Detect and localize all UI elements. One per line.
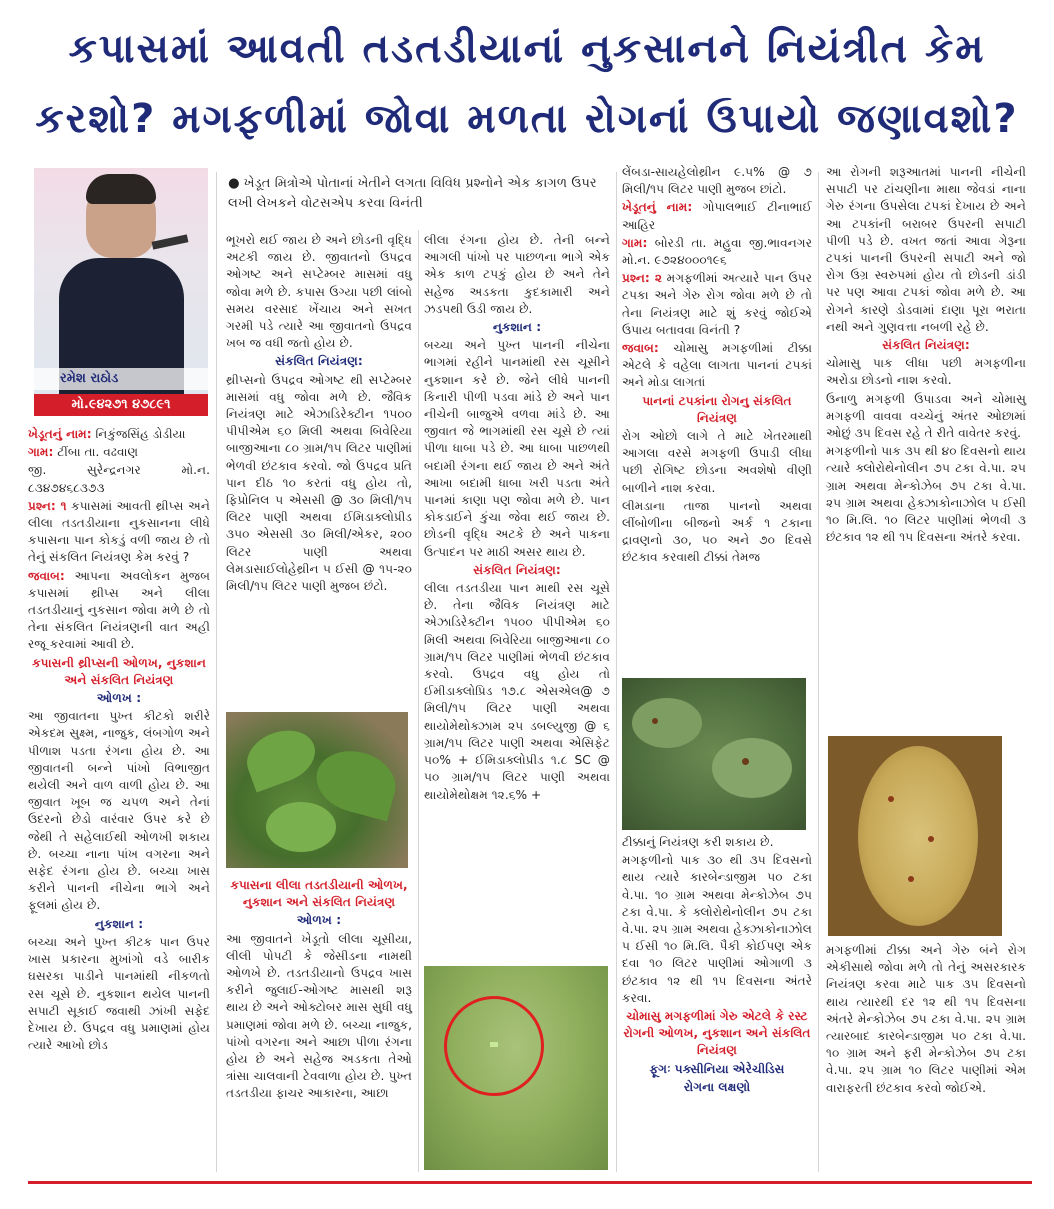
section-heading: કપાસની થ્રીપ્સની ઓળખ, નુકશાન અને સંકલિત નિયંત્રણ [32, 655, 206, 687]
question-label: પ્રશ્ન: ૨ [622, 271, 662, 286]
farmer-label: ખેડૂતનું નામ: [622, 200, 693, 215]
notice: ● ખેડૂત મિત્રોએ પોતાનાં ખેતીને લગતા વિવિધ પ્રશ્નોને એક કાગળ ઉપર લખી લેખકને વોટસએપ કરવા વિનંતી [228, 176, 597, 211]
rust-leaf-photo [828, 736, 1002, 936]
author-name: રમેશ રાઠોડ [34, 368, 208, 390]
subheading: નુકશાન : [492, 320, 542, 335]
question-text: મગફળીમાં અત્યારે પાન ઉપર ટપકા અને ગેરુ રોગ જોવા મળે છે તો તેના નિયંત્રણ માટે શું કરવું જોઈએ ઉપાય બતાવવા વિનંતી ? [622, 271, 813, 337]
village-label: ગામ: [622, 235, 648, 250]
section-heading: ચોમાસુ મગફળીમાં ગેરુ એટલે કે રસ્ટ રોગની ઓળખ, નુકશાન અને સંકલિત નિયંત્રણ [623, 1009, 811, 1058]
answer-label: જવાબ: [28, 568, 65, 583]
cotton-plant-photo [226, 712, 408, 868]
farmer-name: નિકુંજસિંહ ડોડીયા [95, 427, 186, 441]
column-3 [424, 232, 610, 805]
headline-line-1: કપાસમાં આવતી તડતડીયાનાં નુકસાનને નિયંત્રીત કેમ [68, 26, 986, 72]
column-divider [216, 172, 217, 1172]
paragraph: ચોમાસુ પાક લીધા પછી મગફળીના અરોડા છોડનો નાશ કરવો. [826, 356, 1026, 388]
subheading: ઓળખ : [96, 691, 142, 706]
leafhopper-leaf-photo [424, 966, 608, 1170]
paragraph: ઉનાળુ મગફળી ઉપાડવા અને ચોમાસુ મગફળી વાવવા વચ્ચેનું અંતર ઓછામાં ઓછું ૩૫ દિવસ રહે તે રીતે વાવેતર કરવું. [826, 391, 1026, 441]
subheading: નુકશાન : [94, 916, 144, 931]
paragraph: લીલા રંગના હોય છે. તેની બન્ને આગલી પાંખો પર પાછળના ભાગે એક એક કાળ ટપકું હોય છે અને તેને સહેજ અડકતા કુદકામારી અને ઝડપથી ઉડી જાય છે. [424, 233, 610, 316]
column-divider [616, 172, 617, 1172]
question-text: કપાસમાં આવતી થ્રીપ્સ અને લીલા તડતડીયાના નુકસાનના લીધે કપાસના પાન કોકડું વળી જાય છે તો તેનું સંકલિત નિયંત્રણ કેમ કરવું ? [28, 498, 210, 565]
column-divider [418, 230, 419, 1172]
question-label: પ્રશ્ન: ૧ [28, 498, 67, 513]
section-heading: સંકલિત નિયંત્રણ: [473, 562, 561, 577]
subheading: ફૂગઃ પક્સીનિયા એરેચીડિસ [649, 1061, 785, 1076]
paragraph: મગફળીનો પાક ૩૫ થી ૪૦ દિવસનો થાય ત્યારે ક્લોરોથેનોલીન ૭૫ ટકા વે.પા. ૨૫ ગ્રામ અથવા મેન્કોઝેબ ૭૫ ટકા વે.પા. ૨૫ ગ્રામ અથવા હેક્ઝાકોનાઝોલ ૫ ઈસી ૧૦ મિ.લિ. ૧૦ લિટર પાણીમાં ભેળવી ૩ છંટકાવ ૧૨ થી ૧૫ દિવસના અંતરે કરવા. [826, 444, 1026, 545]
column-2 [226, 232, 412, 596]
paragraph: બચ્ચા અને પુખ્ત પાનની નીચેના ભાગમાં રહીને પાનમાંથી રસ ચૂસીને નુકશાન કરે છે. જેને લીધે પાનની કિનારી પીળી પડવા માંડે છે અને પાન નીચેની બાજુએ વળવા માંડે છે. આ જીવાત જે ભાગમાંથી રસ ચૂસે છે ત્યાં પીળા ધાબા પડે છે. આ ધાબા પાછળથી બદામી રંગના થઈ જાય છે અને અંતે આખા બદામી ધાબા ખરી પડતા અંતે પાનમાં કાણા પણ જોવા મળે છે. પાન કોકડાઈને કુંચા જેવા થઈ જાય છે. છોડની વૃદ્ધિ અટકે છે અને પાકના ઉત્પાદન પર માઠી અસર થાય છે. [424, 338, 610, 559]
answer-text: આપના અવલોકન મુજબ કપાસમાં થ્રીપ્સ અને લીલા તડતડીયાનું નુકસાન જોવા મળે છે તો તેના સંકલિત નિયંત્રણની વાત અહી રજૂ કરવામાં આવી છે. [28, 568, 210, 652]
paragraph: ટીક્કાનું નિયંત્રણ કરી શકાય છે. [622, 835, 774, 849]
paragraph: લીલા તડતડીયા પાન માથી રસ ચૂસે છે. તેના જૈવિક નિયંત્રણ માટે એઝાડિરેક્ટીન ૧૫૦૦ પીપીએમ ૬૦ મિલી અથવા બિવેરિયા બાજીઆના ૮૦ ગ્રામ/૧૫ લિટર પાણીમાં ભેળવી છંટકાવ કરવો. ઉપદ્રવ વધુ હોય તો ઈમીડાક્લોપ્રિડ ૧૭.૮ એસએલ@ ૭ મિલી/૧૫ લિટર પાણી અથવા થાયોમેથોક્ઝામ ૨૫ ડબલ્યુજી @ ૬ ગ્રામ/૧૫ લિટર પાણી અથવા એસિફેટ ૫૦% + ઈમિડાક્લોપ્રીડ ૧.૮ SC @ ૫૦ ગ્રામ/૧૫ લિટર પાણી અથવા થાયોમેથોક્ષમ ૧૨.૬% + [424, 581, 610, 802]
farmer-name: ગોપાલભાઈ ટીનાભાઈ આહિર [622, 200, 812, 232]
paragraph: બચ્ચા અને પુખ્ત કીટક પાન ઉપર ખાસ પ્રકારના મુખાંગો વડે બારીક ઘસરકા પાડીને પાનમાંથી નીકળતો રસ ચૂસે છે. નુકશાન થયેલ પાનની સપાટી સૂકાઈ જવાથી ઝાંખી સફેદ દેખાય છે. ઉપદ્રવ વધુ પ્રમાણમાં હોય ત્યારે આખો છોડ [28, 934, 210, 1053]
paragraph: રોગ ઓછો લાગે તે માટે ખેતરમાથી આગલા વરસે મગફળી ઉપાડી લીધા પછી રોગિષ્ટ છોડના અવશેષો વીણી બાળીને નાશ કરવા. [622, 429, 812, 495]
column-2-lower [226, 876, 412, 1104]
column-4 [622, 164, 812, 568]
author-phone: મો.૯૪૨૭૧ ૪૭૮૯૧ [34, 394, 208, 416]
village: ટીંબા તા. વઢવાણ [57, 445, 139, 460]
answer-label: જવાબ: [622, 341, 659, 356]
leaf-spot-photo [622, 678, 806, 830]
column-4-lower [622, 834, 812, 1097]
author-photo [34, 168, 208, 394]
answer-text: ચોમાસુ મગફળીમાં ટીક્કા એટલે કે વહેલા લાગતા પાનનાં ટપકાં અને મોડા લાગતાં [622, 341, 812, 390]
column-divider [818, 172, 819, 1172]
column-5 [826, 164, 1026, 547]
headline [0, 14, 1054, 154]
paragraph: આ જીવાતના પુખ્ત કીટકો શરીરે એકદમ સુક્ષ્મ, નાજુક, લંબગોળ અને પીળાશ પડતા રંગના હોય છે. આ જીવાતની બન્ને પાંખો વિભાજીત થયેલી અને વાળ વાળી હોય છે. આ જીવાત ખૂબ જ ચપળ અને તેનાં ઉદરનો છેડો વારંવાર ઉપર કરે છે જેથી તે સહેલાઈથી ઓળખી શકાય છે. બચ્ચા નાના પાંખ વગરના અને સફેદ રંગના હોય છે. બચ્ચા ખાસ કરીને પાનની નીચેના ભાગે અને ફૂલમાં હોય છે. [28, 709, 210, 913]
paragraph: લીમડાના તાજા પાનનો અથવા લીંબોળીના બીજનો અર્ક ૧ ટકાના દ્રાવણનો ૩૦, ૫૦ અને ૭૦ દિવસે છંટકાવ કરવાથી ટીક્કાં તેમજ [622, 498, 812, 565]
subheading: ઓળખ : [296, 913, 342, 928]
paragraph: આ જીવાતને ખેડૂતો લીલા ચૂસીયા, લીલી પોપટી કે જેસીડના નામથી ઓળખે છે. તડતડીયાનો ઉપદ્રવ ખાસ કરીને જુલાઈ-ઓગષ્ટ માસથી શરૂ થાય છે અને ઓક્ટોબર માસ સુધી વધુ પ્રમાણમાં જોવા મળે છે. બચ્ચા નાજુક, પાંખો વગરના અને આછા પીળા રંગના હોય છે અને સહેજ અડકતા તેઓ ત્રાંસા ચાલવાની ટેવવાળા હોય છે. પુખ્ત તડતડીયા ફાચર આકારના, આછા [226, 931, 412, 1101]
village: બોરડી તા. મહુવા જી.ભાવનગર મો.ન. ૯૭૨૪૦૦૦૧૯૬ [622, 235, 812, 268]
village-label: ગામ: [28, 445, 54, 460]
subheading: સંકલિત નિયંત્રણ: [275, 354, 363, 369]
column-5-lower [826, 942, 1026, 1098]
section-heading: સંકલિત નિયંત્રણ: [882, 338, 970, 353]
district: જી. સુરેન્દ્રનગર મો.ન. ૮૩૪૭૪૬૮૩૭૩ [28, 463, 210, 495]
subheading: રોગના લક્ષણો [683, 1079, 751, 1094]
bottom-rule [28, 1181, 1032, 1184]
farmer-label: ખેડૂતનું નામ: [28, 427, 92, 441]
headline-line-2: કરશો? મગફળીમાં જોવા મળતા રોગનાં ઉપાયો જણાવશો? [35, 96, 1019, 142]
paragraph: થ્રીપ્સનો ઉપદ્રવ ઓગષ્ટ થી સપ્ટેમ્બર માસમાં વધુ જોવા મળે છે. જૈવિક નિયંત્રણ માટે એઝાડિરેક્ટીન ૧૫૦૦ પીપીએમ ૬૦ મિલી અથવા બિવેરિયા બાજીઆના ૮૦ ગ્રામ/૧૫ લિટર પાણીમાં ભેળવી છંટકાવ કરવો. જો ઉપદ્રવ પ્રતિ પાન દીઠ ૧૦ કરતાં વધુ હોય તો, ફિપ્રોનિલ ૫ એસસી @ ૩૦ મિલી/૧૫ લિટર પાણી અથવા ઈમિડાક્લોપ્રીડ ૩૫૦ એસસી ૩૦ મિલી/એકર, ૨૦૦ લિટર પાણી અથવા લેમડાસાઈલોહેથ્રીન ૫ ઈસી @ ૧૫-૨૦ મિલી/૧૫ લિટર પાણી મુજબ છંટો. [226, 372, 412, 594]
paragraph: મગફળીમાં ટીક્કા અને ગેરુ બંને રોગ એકીસાથે જોવા મળે તો તેનું અસરકારક નિયંત્રણ કરવા માટે પાક ૩૫ દિવસનો થાય ત્યારથી દર ૧૨ થી ૧૫ દિવસના અંતરે મેન્કોઝેબ ૭૫ ટકા વે.પા. ૨૫ ગ્રામ ત્યારબાદ કારબેન્ડાજીમ ૫૦ ટકા વે.પા. ૧૦ ગ્રામ અને ફરી મેન્કોઝેબ ૭૫ ટકા વે.પા. ૨૫ ગ્રામ ૧૦ લિટર પાણીમાં એમ વારાફરતી છંટકાવ કરવો જોઈએ. [826, 943, 1026, 1095]
section-heading: કપાસના લીલા તડતડીયાની ઓળખ, નુકશાન અને સંકલિત નિયંત્રણ [230, 878, 408, 910]
paragraph: લેંબડા-સાયહેલોથ્રીન ૯.૫% @ ૭ મિલી/૧૫ લિટર પાણી મુજબ છાંટો. [622, 165, 812, 197]
paragraph: આ રોગની શરૂઆતમાં પાનની નીચેની સપાટી પર ટાંચણીના માથા જેવડાં નાના ગેરુ રંગના ઉપસેલા ટપકાં દેખાય છે અને આ ટપકાંની બરાબર ઉપરની સપાટી પીળી પડે છે. વખત જતાં આવા ગેરૂના ટપકાં પાનની ઉપરની સપાટી અને જો રોગ ઉગ્ર સ્વરુપમાં હોય તો છોડની ડાંડી પર પણ આવા ટપકાં જોવા મળે છે. આ રોગને કારણે ડોડવામાં દાણા પૂરા ભરાતા નથી અને ગુણવત્તા નબળી રહે છે. [826, 165, 1026, 334]
column-1 [28, 426, 210, 1055]
section-heading: પાનનાં ટપકાંના રોગનુ સંકલિત નિયંત્રણ [642, 393, 792, 425]
paragraph: ભૂખરો થઈ જાય છે અને છોડની વૃદ્ધિ અટકી જાય છે. જીવાતનો ઉપદ્રવ ઓગષ્ટ અને સપ્ટેમ્બર માસમાં વધુ જોવા મળે છે. કપાસ ઉગ્યા પછી લાંબો સમય વરસાદ ખેંચાય અને સખત ગરમી પડે ત્યારે આ જીવાતનો ઉપદ્રવ ખબ જ વધી જતો હોય છે. [226, 233, 412, 351]
paragraph: મગફળીનો પાક ૩૦ થી ૩૫ દિવસનો થાય ત્યારે કારબેન્ડાજીમ ૫૦ ટકા વે.પા. ૧૦ ગ્રામ અથવા મેન્કોઝેબ ૭૫ ટકા વે.પા. કે ક્લોરોથેનોલીન ૭૫ ટકા વે.પા. ૨૫ ગ્રામ અથવા હેક્ઝાકોનાઝોલ ૫ ઈસી ૧૦ મિ.લિ. પૈકી કોઈપણ એક દવા ૧૦ લિટર પાણીમાં ઓગાળી ૩ છંટકાવ ૧૨ થી ૧૫ દિવસના અંતરે કરવા. [622, 853, 812, 1005]
